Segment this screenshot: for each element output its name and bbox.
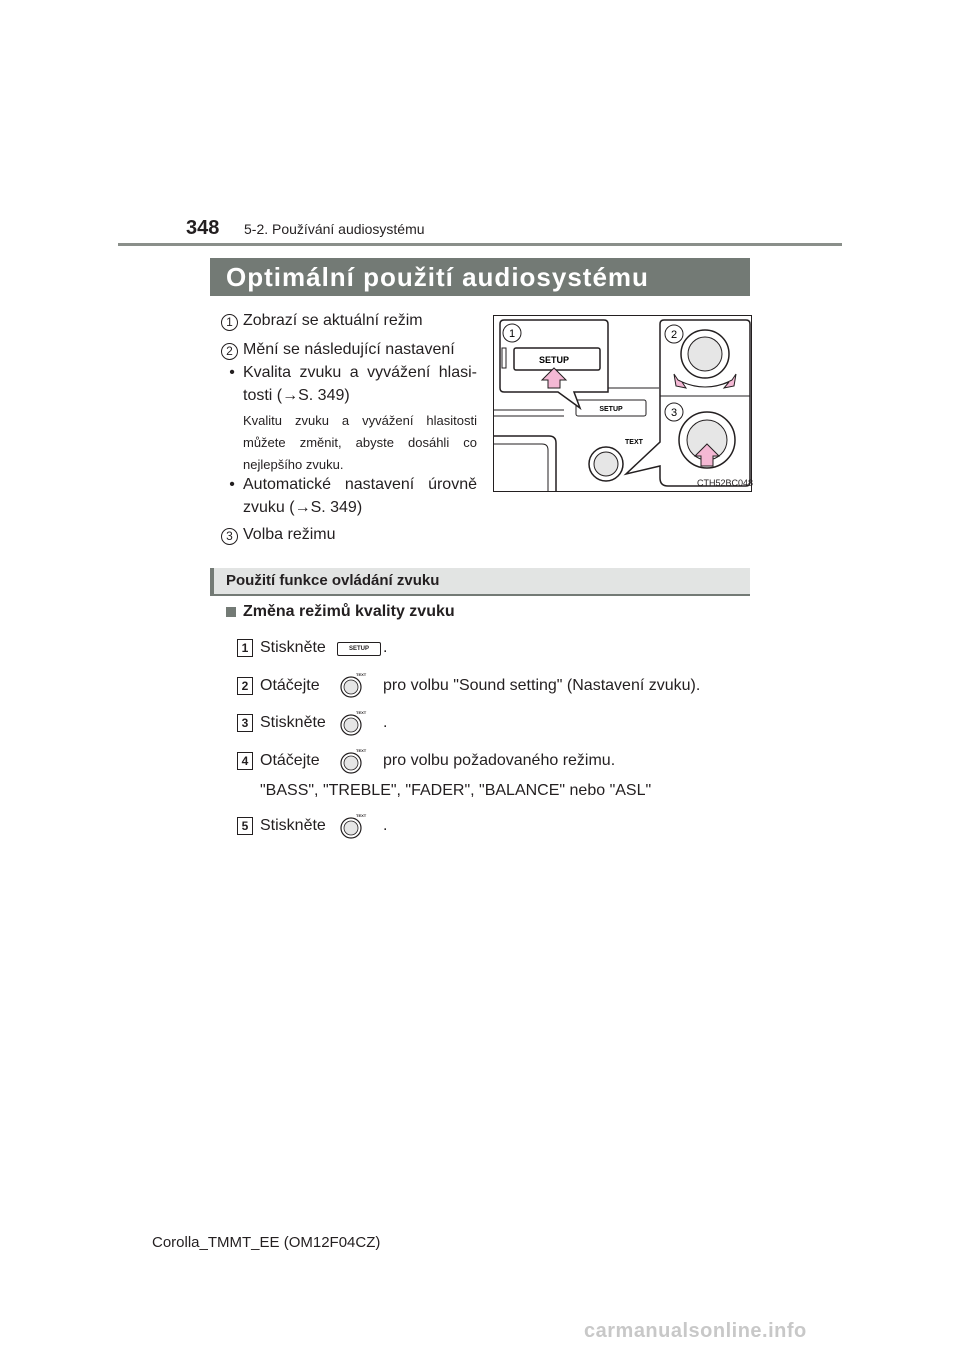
page-number: 348 — [186, 217, 220, 239]
note-line-3: nejlepšího zvuku. — [243, 457, 344, 472]
intro-item-2: Mění se následující nastavení — [243, 341, 455, 358]
step-number-3: 3 — [237, 714, 253, 732]
heading-square-icon — [226, 607, 236, 617]
bullet-2-line-2: zvuku (→S. 349) — [243, 499, 363, 516]
knob-label: TEXT — [356, 710, 367, 715]
knob-label: TEXT — [356, 813, 367, 818]
step-2-rest: pro volbu "Sound setting" (Nastavení zvuku). — [383, 677, 701, 694]
bullet-2-line-1: Automatické nastavení úrovně — [243, 476, 477, 493]
step-5-verb: Stiskněte — [260, 817, 326, 834]
step-2-verb: Otáčejte — [260, 677, 320, 694]
watermark[interactable]: carmanualsonline.info — [584, 1320, 807, 1342]
step-3-rest: . — [383, 714, 388, 731]
bullet-1-line-2: tosti (→S. 349) — [243, 387, 350, 404]
subsection-heading: Změna režimů kvality zvuku — [243, 603, 455, 620]
bullet-1-line-1: Kvalita zvuku a vyvážení hlasi- — [243, 364, 477, 381]
step-3-verb: Stiskněte — [260, 714, 326, 731]
step-number-1: 1 — [237, 639, 253, 657]
subsection-title: Použití funkce ovládání zvuku — [226, 572, 440, 589]
page-title: Optimální použití audiosystému — [226, 262, 649, 292]
callout-setup-label: SETUP — [538, 355, 570, 365]
figure-callout-3: 3 — [670, 407, 678, 419]
header-rule — [118, 243, 842, 246]
setup-button-icon: SETUP — [337, 642, 381, 656]
illustration-svg — [494, 316, 754, 491]
figure-callout-2: 2 — [670, 329, 678, 341]
bullet-dot: • — [229, 364, 235, 381]
step-1-verb: Stiskněte — [260, 639, 326, 656]
step-number-2: 2 — [237, 677, 253, 695]
step-number-4: 4 — [237, 752, 253, 770]
callout-number-2: 2 — [221, 343, 238, 360]
figure-callout-1: 1 — [508, 328, 516, 340]
mode-options: "BASS", "TREBLE", "FADER", "BALANCE" nebo "ASL" — [260, 782, 652, 799]
figure-caption: CTH52BC048 — [697, 478, 754, 488]
callout-number-1: 1 — [221, 314, 238, 331]
step-4-rest: pro volbu požadovaného režimu. — [383, 752, 616, 769]
note-line-2: můžete změnit, abyste dosáhli co — [243, 435, 477, 450]
intro-item-1: Zobrazí se aktuální režim — [243, 312, 423, 329]
section-path: 5-2. Používání audiosystému — [244, 221, 425, 237]
step-number-5: 5 — [237, 817, 253, 835]
step-5-rest: . — [383, 817, 388, 834]
step-4-verb: Otáčejte — [260, 752, 320, 769]
knob-label: TEXT — [356, 672, 367, 677]
intro-item-3: Volba režimu — [243, 526, 336, 543]
panel-text-label: TEXT — [625, 439, 643, 446]
note-line-1: Kvalitu zvuku a vyvážení hlasitosti — [243, 413, 477, 428]
panel-setup-label: SETUP — [599, 406, 623, 413]
audio-panel-illustration — [493, 315, 752, 492]
bullet-dot: • — [229, 476, 235, 493]
step-1-rest: . — [383, 639, 388, 656]
knob-label: TEXT — [356, 748, 367, 753]
callout-number-3: 3 — [221, 528, 238, 545]
footer-doc-id: Corolla_TMMT_EE (OM12F04CZ) — [152, 1234, 381, 1251]
